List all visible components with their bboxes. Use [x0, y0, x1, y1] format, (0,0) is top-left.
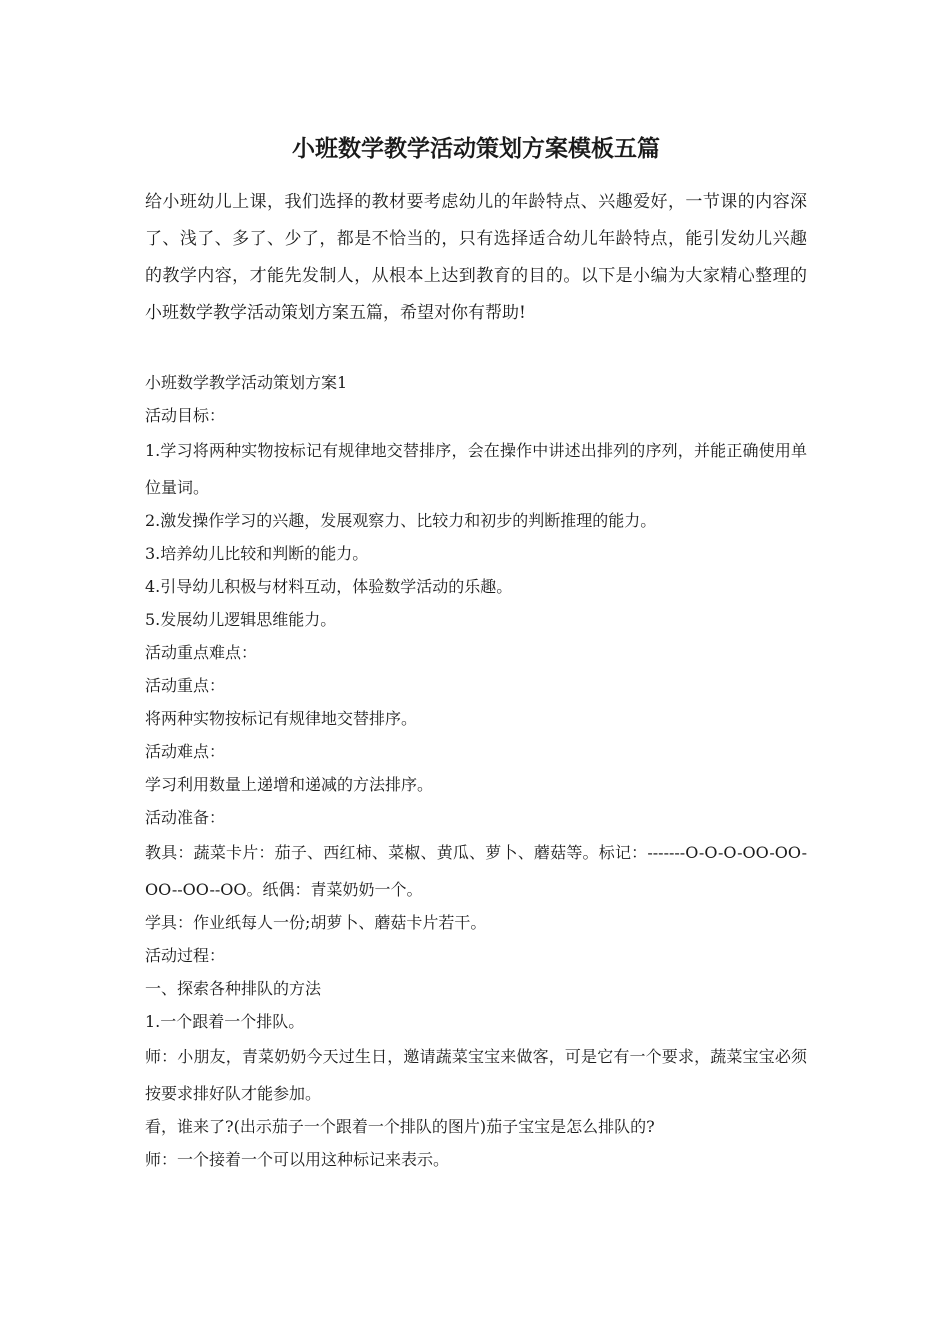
activity-goals-label: 活动目标： [145, 406, 226, 425]
teacher-dialogue-1: 师：小朋友，青菜奶奶今天过生日，邀请蔬菜宝宝来做客，可是它有一个要求，蔬菜宝宝必须按要求排好队才能参加。 [145, 1047, 807, 1103]
process-label: 活动过程： [145, 946, 226, 965]
section-heading: 小班数学教学活动策划方案1 [145, 373, 348, 392]
learning-aids-text: 学具：作业纸每人一份;胡萝卜、蘑菇卡片若干。 [145, 913, 487, 932]
goal-item-5: 5.发展幼儿逻辑思维能力。 [145, 610, 337, 629]
process-substep: 1.一个跟着一个排队。 [145, 1012, 305, 1031]
intro-paragraph: 给小班幼儿上课，我们选择的教材要考虑幼儿的年龄特点、兴趣爱好，一节课的内容深了、浅了、多了、少了，都是不恰当的，只有选择适合幼儿年龄特点，能引发幼儿兴趣的教学内容，才能先发制人，从根本上达到教育的目的。以下是小编为大家精心整理的小班数学教学活动策划方案五篇，希望对你有帮助! [145, 192, 807, 323]
process-step-heading: 一、探索各种排队的方法 [145, 979, 322, 998]
difficulty-text: 学习利用数量上递增和递减的方法排序。 [145, 775, 434, 794]
key-points-label: 活动重点难点： [145, 643, 258, 662]
document-body [145, 366, 807, 1176]
teaching-aids-text: 教具：蔬菜卡片：茄子、西红柿、菜椒、黄瓜、萝卜、蘑菇等。标记：-------O-O-O-OO-OO-OO--OO--OO。纸偶：青菜奶奶一个。 [145, 843, 807, 899]
goal-item-2: 2.激发操作学习的兴趣，发展观察力、比较力和初步的判断推理的能力。 [145, 511, 657, 530]
focus-label: 活动重点： [145, 676, 226, 695]
preparation-label: 活动准备： [145, 808, 226, 827]
difficulty-label: 活动难点： [145, 742, 226, 761]
teacher-dialogue-2: 看，谁来了?(出示茄子一个跟着一个排队的图片)茄子宝宝是怎么排队的? [145, 1117, 655, 1136]
goal-item-1: 1.学习将两种实物按标记有规律地交替排序，会在操作中讲述出排列的序列，并能正确使用单位量词。 [145, 441, 807, 497]
focus-text: 将两种实物按标记有规律地交替排序。 [145, 709, 418, 728]
goal-item-3: 3.培养幼儿比较和判断的能力。 [145, 544, 369, 563]
teacher-dialogue-3: 师：一个接着一个可以用这种标记来表示。 [145, 1150, 450, 1169]
goal-item-4: 4.引导幼儿积极与材料互动，体验数学活动的乐趣。 [145, 577, 513, 596]
document-title: 小班数学教学活动策划方案模板五篇 [292, 135, 660, 162]
